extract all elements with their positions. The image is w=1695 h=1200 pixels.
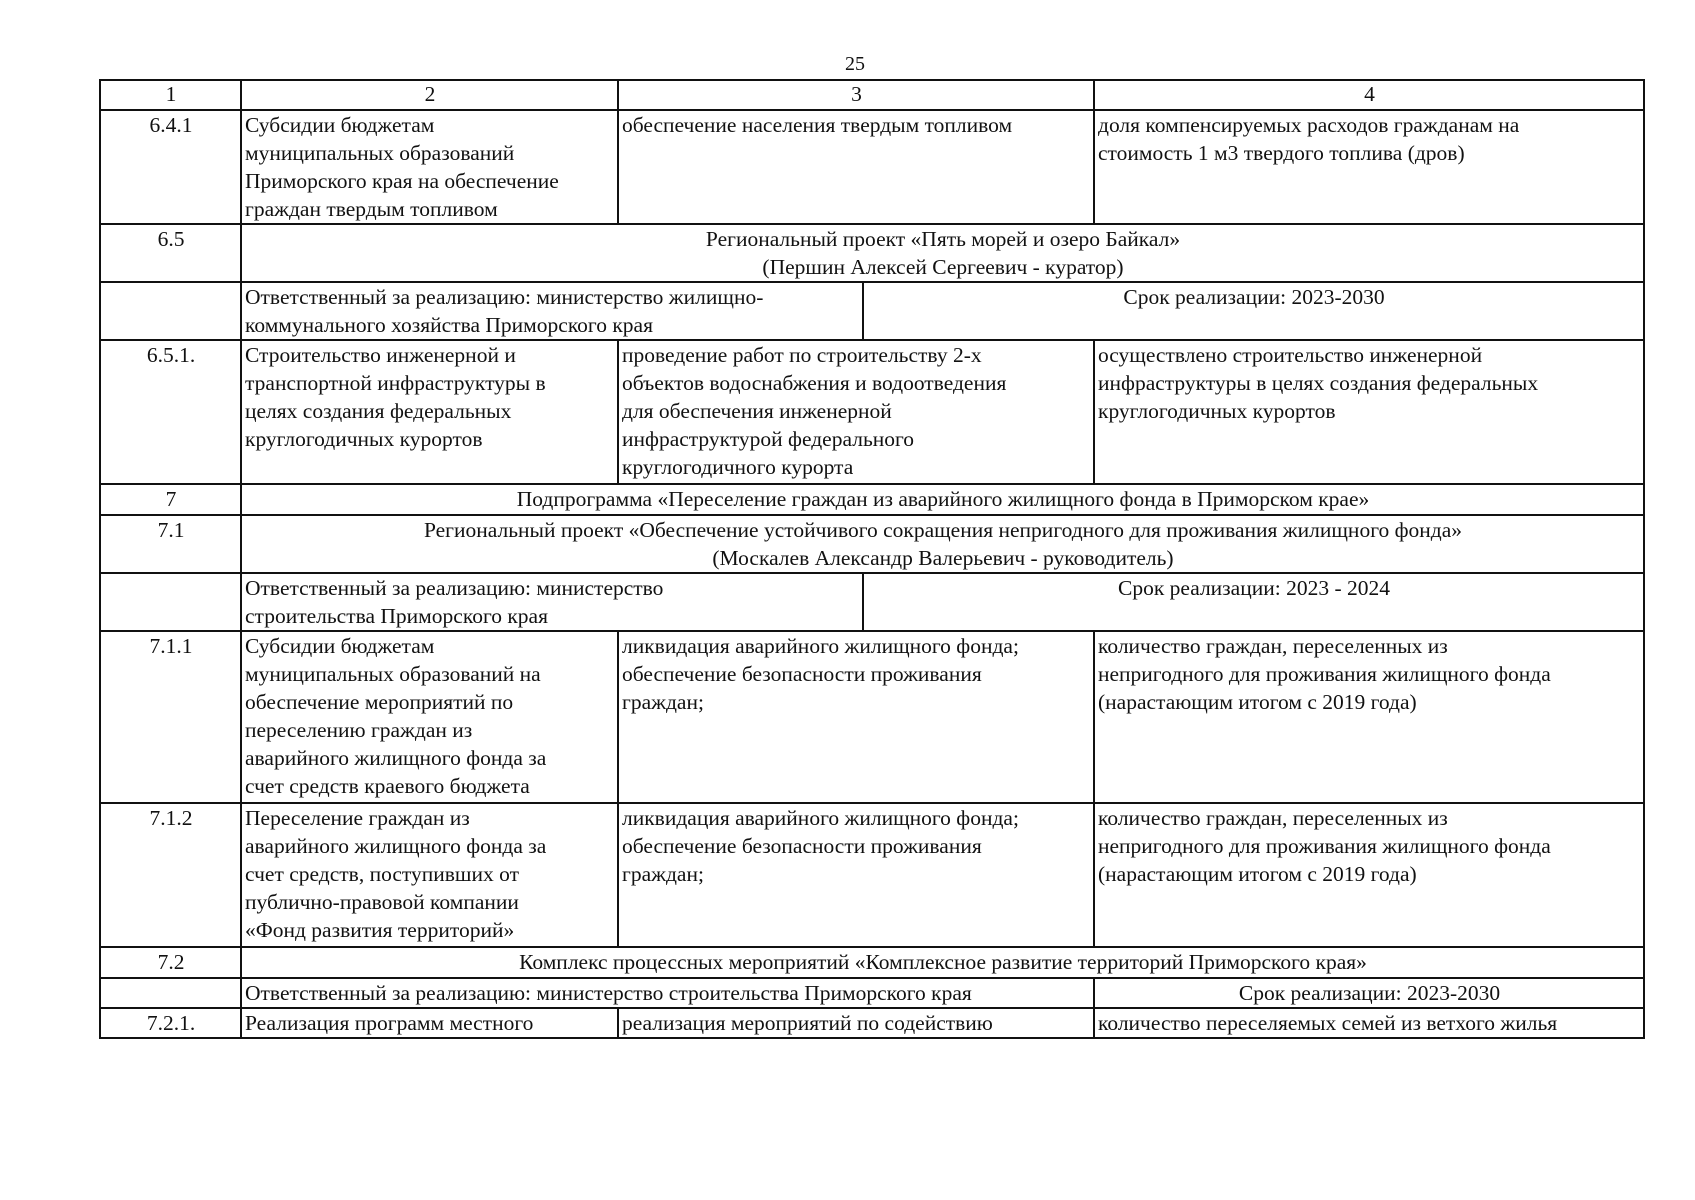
text-line: муниципальных образований	[245, 141, 515, 165]
responsible-row-6-5	[100, 282, 1644, 340]
row-number: 7	[100, 484, 241, 515]
text-line: Строительство инженерной и	[245, 343, 516, 367]
header-col-2: 2	[241, 80, 618, 110]
indicator-cell: количество переселяемых семей из ветхого жилья	[1094, 1008, 1644, 1038]
page-number: 25	[845, 53, 865, 75]
expected-result-cell	[618, 803, 1094, 947]
row-number: 7.1.1	[100, 631, 241, 803]
text-line: коммунального хозяйства Приморского края	[245, 313, 653, 337]
expected-result-cell	[618, 340, 1094, 484]
table-row-6-4-1	[100, 110, 1644, 224]
text-line: граждан;	[622, 862, 704, 886]
measure-name-cell	[241, 631, 618, 803]
implementation-term-cell: Срок реализации: 2023 - 2024	[863, 573, 1644, 631]
text-line: Ответственный за реализацию: министерство	[245, 576, 664, 600]
implementation-term-cell: Срок реализации: 2023-2030	[1094, 978, 1644, 1008]
header-col-4: 4	[1094, 80, 1644, 110]
text-line: круглогодичных курортов	[1098, 399, 1336, 423]
text-line: Переселение граждан из	[245, 806, 470, 830]
text-line: Субсидии бюджетам	[245, 634, 435, 658]
complex-title-cell: Комплекс процессных мероприятий «Комплексное развитие территорий Приморского края»	[241, 947, 1644, 978]
text-line: (Москалев Александр Валерьевич - руководитель)	[712, 546, 1174, 570]
row-number: 7.1	[100, 515, 241, 573]
text-line: граждан;	[622, 690, 704, 714]
row-number: 6.5.1.	[100, 340, 241, 484]
table-row-6-5	[100, 224, 1644, 282]
responsible-row-7-2	[100, 978, 1644, 1008]
text-line: проведение работ по строительству 2-х	[622, 343, 982, 367]
row-number: 6.4.1	[100, 110, 241, 224]
text-line: переселению граждан из	[245, 718, 473, 742]
text-line: объектов водоснабжения и водоотведения	[622, 371, 1007, 395]
table-row-7-2	[100, 947, 1644, 978]
expected-result-cell	[618, 631, 1094, 803]
table-row-7	[100, 484, 1644, 515]
text-line: обеспечение населения твердым топливом	[622, 113, 1013, 137]
text-line: ликвидация аварийного жилищного фонда;	[622, 806, 1019, 830]
text-line: непригодного для проживания жилищного фонда	[1098, 662, 1551, 686]
text-line: Субсидии бюджетам	[245, 113, 435, 137]
text-line: счет средств, поступивших от	[245, 862, 519, 886]
responsible-cell: Ответственный за реализацию: министерство строительства Приморского края	[241, 978, 1094, 1008]
empty-number-cell	[100, 573, 241, 631]
implementation-term-cell: Срок реализации: 2023-2030	[863, 282, 1644, 340]
program-table	[99, 79, 1645, 1039]
table-row-7-1-1	[100, 631, 1644, 803]
text-line: инфраструктурой федерального	[622, 427, 915, 451]
text-line: (Першин Алексей Сергеевич - куратор)	[762, 255, 1124, 279]
measure-name-cell: Реализация программ местного	[241, 1008, 618, 1038]
table-row-7-2-1	[100, 1008, 1644, 1038]
text-line: транспортной инфраструктуры в	[245, 371, 546, 395]
measure-name-cell	[241, 803, 618, 947]
header-col-1: 1	[100, 80, 241, 110]
text-line: инфраструктуры в целях создания федеральных	[1098, 371, 1539, 395]
text-line: (нарастающим итогом с 2019 года)	[1098, 690, 1417, 714]
responsible-cell	[241, 573, 863, 631]
indicator-cell	[1094, 631, 1644, 803]
project-title-cell	[241, 224, 1644, 282]
text-line: количество граждан, переселенных из	[1098, 634, 1448, 658]
subprogram-title-cell: Подпрограмма «Переселение граждан из аварийного жилищного фонда в Приморском крае»	[241, 484, 1644, 515]
text-line: доля компенсируемых расходов гражданам на	[1098, 113, 1520, 137]
responsible-cell	[241, 282, 863, 340]
row-number: 7.2	[100, 947, 241, 978]
text-line: круглогодичных курортов	[245, 427, 483, 451]
text-line: Региональный проект «Обеспечение устойчивого сокращения непригодного для проживания жилищного фонда»	[423, 518, 1463, 542]
table-row-7-1	[100, 515, 1644, 573]
empty-number-cell	[100, 978, 241, 1008]
row-number: 7.1.2	[100, 803, 241, 947]
text-line: количество граждан, переселенных из	[1098, 806, 1448, 830]
text-line: муниципальных образований на	[245, 662, 541, 686]
text-line: обеспечение мероприятий по	[245, 690, 514, 714]
responsible-row-7-1	[100, 573, 1644, 631]
text-line: Приморского края на обеспечение	[245, 169, 559, 193]
text-line: Региональный проект «Пять морей и озеро Байкал»	[705, 227, 1181, 251]
empty-number-cell	[100, 282, 241, 340]
text-line: непригодного для проживания жилищного фонда	[1098, 834, 1551, 858]
table-row-7-1-2	[100, 803, 1644, 947]
text-line: для обеспечения инженерной	[622, 399, 892, 423]
text-line: ликвидация аварийного жилищного фонда;	[622, 634, 1019, 658]
text-line: аварийного жилищного фонда за	[245, 746, 547, 770]
text-line: «Фонд развития территорий»	[245, 918, 515, 942]
text-line: публично-правовой компании	[245, 890, 519, 914]
text-line: стоимость 1 м3 твердого топлива (дров)	[1098, 141, 1465, 165]
text-line: (нарастающим итогом с 2019 года)	[1098, 862, 1417, 886]
header-col-3: 3	[618, 80, 1094, 110]
expected-result-cell: реализация мероприятий по содействию	[618, 1008, 1094, 1038]
text-line: аварийного жилищного фонда за	[245, 834, 547, 858]
text-line: круглогодичного курорта	[622, 455, 854, 479]
measure-name-cell	[241, 110, 618, 224]
text-line: счет средств краевого бюджета	[245, 774, 530, 798]
text-line: граждан твердым топливом	[245, 197, 498, 221]
indicator-cell	[1094, 803, 1644, 947]
table-header-row	[100, 80, 1644, 110]
text-line: обеспечение безопасности проживания	[622, 662, 982, 686]
measure-name-cell	[241, 340, 618, 484]
project-title-cell	[241, 515, 1644, 573]
text-line: Ответственный за реализацию: министерство жилищно-	[245, 285, 764, 309]
indicator-cell	[1094, 340, 1644, 484]
row-number: 6.5	[100, 224, 241, 282]
row-number: 7.2.1.	[100, 1008, 241, 1038]
text-line: осуществлено строительство инженерной	[1098, 343, 1483, 367]
indicator-cell	[1094, 110, 1644, 224]
text-line: целях создания федеральных	[245, 399, 512, 423]
text-line: обеспечение безопасности проживания	[622, 834, 982, 858]
text-line: строительства Приморского края	[245, 604, 548, 628]
table-row-6-5-1	[100, 340, 1644, 484]
expected-result-cell	[618, 110, 1094, 224]
